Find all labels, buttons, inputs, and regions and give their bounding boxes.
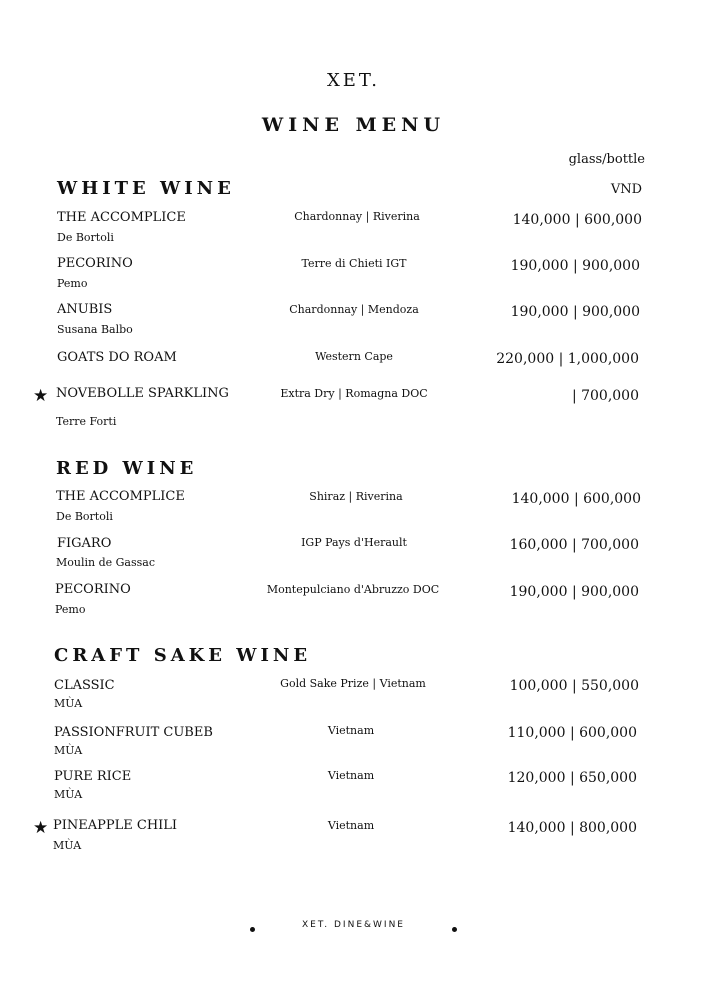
wine-description: Vietnam: [327, 724, 375, 737]
wine-producer: Moulin de Gassac: [56, 556, 155, 569]
wine-price: 140,000 | 600,000: [511, 491, 641, 507]
wine-name: THE ACCOMPLICE: [56, 489, 185, 504]
wine-producer: MÙA: [54, 788, 83, 801]
wine-producer: De Bortoli: [56, 510, 113, 523]
wine-name: FIGARO: [57, 536, 112, 551]
wine-description: Chardonnay | Mendoza: [289, 303, 419, 316]
wine-name: PURE RICE: [54, 769, 132, 784]
wine-price: 120,000 | 650,000: [507, 770, 637, 786]
wine-price: 190,000 | 900,000: [510, 304, 640, 320]
page-title: WINE MENU: [261, 114, 446, 136]
wine-price: 190,000 | 900,000: [509, 584, 639, 600]
wine-producer: Terre Forti: [56, 415, 117, 428]
wine-name: CLASSIC: [54, 678, 115, 693]
section-title-craft-sake-wine: CRAFT SAKE WINE: [54, 645, 312, 666]
wine-name: NOVEBOLLE SPARKLING: [56, 386, 229, 401]
wine-producer: MÙA: [53, 839, 82, 852]
star-icon: ★: [33, 818, 49, 838]
wine-name: PINEAPPLE CHILI: [53, 818, 178, 833]
wine-name: PECORINO: [55, 582, 131, 597]
unit-currency: VND: [610, 182, 642, 197]
wine-producer: MÙA: [54, 697, 83, 710]
wine-name: PASSIONFRUIT CUBEB: [54, 725, 213, 740]
wine-producer: Pemo: [57, 277, 88, 290]
wine-description: IGP Pays d'Herault: [301, 536, 407, 549]
brand-logo: XET.: [326, 70, 381, 91]
wine-description: Vietnam: [327, 819, 375, 832]
unit-glass-bottle: glass/bottle: [568, 152, 645, 167]
wine-price: 110,000 | 600,000: [507, 725, 637, 741]
wine-price: 220,000 | 1,000,000: [496, 351, 639, 367]
wine-price: 140,000 | 800,000: [507, 820, 637, 836]
wine-name: ANUBIS: [57, 302, 113, 317]
wine-price: 160,000 | 700,000: [509, 537, 639, 553]
wine-producer: Susana Balbo: [57, 323, 133, 336]
wine-price: 190,000 | 900,000: [510, 258, 640, 274]
wine-description: Extra Dry | Romagna DOC: [280, 387, 428, 400]
wine-description: Chardonnay | Riverina: [294, 210, 420, 223]
star-icon: ★: [33, 386, 49, 406]
wine-price: 100,000 | 550,000: [509, 678, 639, 694]
wine-description: Gold Sake Prize | Vietnam: [280, 677, 426, 690]
wine-name: PECORINO: [57, 256, 133, 271]
wine-description: Vietnam: [327, 769, 375, 782]
section-title-red-wine: RED WINE: [56, 458, 198, 479]
wine-description: Shiraz | Riverina: [309, 490, 403, 503]
wine-description: Terre di Chieti IGT: [301, 257, 407, 270]
wine-description: Western Cape: [315, 350, 393, 363]
footer-brand: XET. DINE&WINE: [302, 920, 405, 930]
footer-dot-right: [452, 927, 457, 932]
wine-description: Montepulciano d'Abruzzo DOC: [266, 583, 440, 596]
wine-name: GOATS DO ROAM: [57, 350, 177, 365]
wine-price: | 700,000: [571, 388, 639, 404]
wine-producer: Pemo: [55, 603, 86, 616]
wine-producer: De Bortoli: [57, 231, 114, 244]
section-title-white-wine: WHITE WINE: [57, 178, 235, 199]
wine-price: 140,000 | 600,000: [512, 212, 642, 228]
wine-producer: MÙA: [54, 744, 83, 757]
wine-name: THE ACCOMPLICE: [57, 210, 186, 225]
